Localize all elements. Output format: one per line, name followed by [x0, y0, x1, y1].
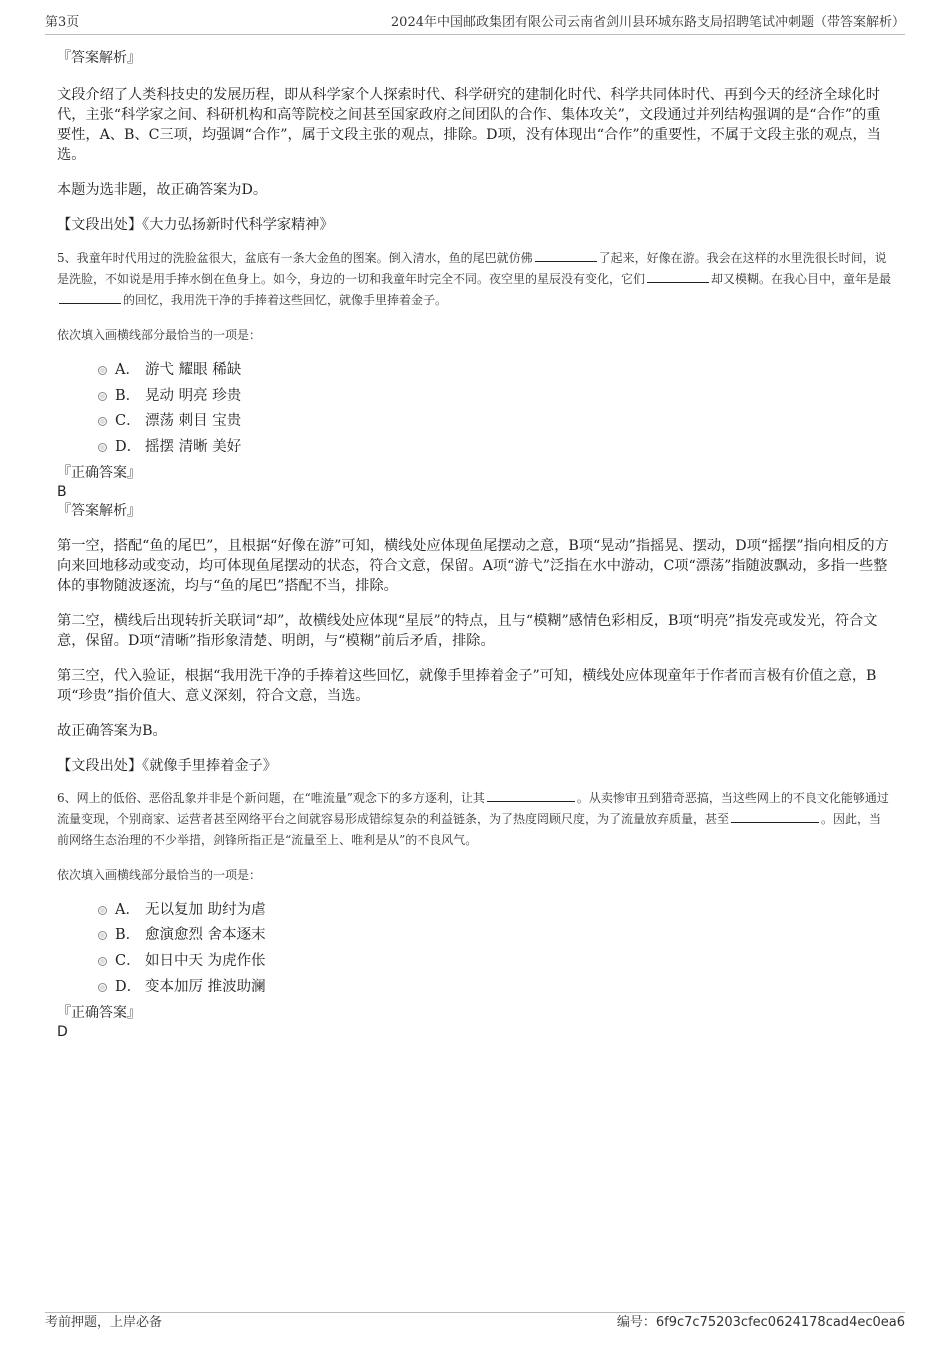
question-6-options: [57, 900, 893, 1003]
passage-source: 【文段出处】《大力弘扬新时代科学家精神》: [57, 217, 334, 233]
option-a[interactable]: A． 无以复加 助纣为虐: [57, 900, 893, 926]
option-d[interactable]: D． 摇摆 清晰 美好: [57, 437, 893, 463]
correct-answer-label: 『正确答案』: [57, 1004, 141, 1021]
option-d[interactable]: D． 变本加厉 推波助澜: [57, 977, 893, 1003]
analysis-label: 『答案解析』: [57, 50, 141, 66]
page-header: [45, 14, 905, 35]
analysis-paragraph: 文段介绍了人类科技史的发展历程，即从科学家个人探索时代、科学研究的建制化时代、科学共同体时代、再到今天的经济全球化时代，主张“科学家之间、科研机构和高等院校之间甚至国家政府之间团队的合作、集体攻关”，文段通过并列结构强调的是“合作”的重要性，A、B、C三项，均强调“合作”，属于文段主张的观点，排除。D项，没有体现出“合作”的重要性，不属于文段主张的观点，当选。: [57, 87, 881, 163]
page-number: 第3页: [45, 15, 80, 30]
document-code: 编号：6f9c7c75203cfec0624178cad4ec0ea6: [616, 1315, 905, 1330]
option-b[interactable]: B． 晃动 明亮 珍贵: [57, 386, 893, 412]
document-title: 2024年中国邮政集团有限公司云南省剑川县环城东路支局招聘笔试冲刺题（带答案解析）: [390, 15, 905, 30]
radio-button-b[interactable]: [98, 931, 107, 940]
analysis-paragraph: 第二空，横线后出现转折关联词“却”，故横线处应体现“星辰”的特点，且与“模糊”感情色彩相反，B项“明亮”指发亮或发光，符合文意，保留。D项“清晰”指形象清楚、明朗，与“模糊”前后矛盾，排除。: [57, 612, 878, 649]
option-a[interactable]: A． 游弋 耀眼 稀缺: [57, 360, 893, 386]
radio-button-d[interactable]: [98, 983, 107, 992]
analysis-paragraph: 第三空，代入验证，根据“我用洗干净的手捧着这些回忆，就像手里捧着金子”可知，横线处应体现童年于作者而言极有价值之意，B项“珍贵”指价值大、意义深刻，符合文意，当选。: [57, 667, 877, 704]
question-6-stem: 6、网上的低俗、恶俗乱象并非是个新问题，在“唯流量”观念下的多方逐利，让其 。从卖惨审丑到猎奇恶搞，当这些网上的不良文化能够通过流量变现，个别商家、运营者甚至网络平台之间就容易形成错综复杂的利益链条，为了热度罔顾尺度，为了流量放弃质量，甚至 。因此，当前网络生态治理的不少举措，剑锋所指正是“流量至上、唯利是从”的不良风气。: [57, 790, 889, 847]
fill-blank: [487, 789, 575, 802]
radio-button-c[interactable]: [98, 417, 107, 426]
fill-blank: [59, 291, 121, 304]
fill-blank: [647, 270, 709, 283]
radio-button-a[interactable]: [98, 366, 107, 375]
question-5-prompt: 依次填入画横线部分最恰当的一项是：: [57, 328, 262, 342]
analysis-label: 『答案解析』: [57, 502, 141, 519]
radio-button-a[interactable]: [98, 906, 107, 915]
option-b[interactable]: B． 愈演愈烈 舍本逐末: [57, 925, 893, 951]
question-6-prompt: 依次填入画横线部分最恰当的一项是：: [57, 867, 262, 882]
fill-blank: [535, 249, 597, 262]
correct-answer: D: [57, 1023, 68, 1040]
analysis-conclusion: 故正确答案为B。: [57, 722, 167, 739]
question-5-stem: 5、我童年时代用过的洗脸盆很大，盆底有一条大金鱼的图案。倒入清水，鱼的尾巴就仿佛 了起来，好像在游。我会在这样的水里洗很长时间，说是洗脸，不如说是用手捧水倒在鱼身上。如今，身边的一切和我童年时完全不同。夜空里的星辰没有变化，它们 却又模糊。在我心目中，童年是最的回忆，我用洗干净的手捧着这些回忆，就像手里捧着金子。: [57, 251, 892, 307]
page-footer: [45, 1312, 905, 1335]
fill-blank: [731, 810, 819, 823]
correct-answer-label: 『正确答案』: [57, 464, 141, 481]
passage-source: 【文段出处】《就像手里捧着金子》: [57, 757, 277, 774]
analysis-paragraph: 第一空，搭配“鱼的尾巴”，且根据“好像在游”可知，横线处应体现鱼尾摆动之意，B项“晃动”指摇晃、摆动，D项“摇摆”指向相反的方向来回地移动或变动，均可体现鱼尾摆动的状态，符合文意，保留。A项“游弋”泛指在水中游动，C项“漂荡”指随波飘动，多指一些整体的事物随波逐流，均与“鱼的尾巴”搭配不当，排除。: [57, 537, 889, 594]
footer-slogan: 考前押题，上岸必备: [45, 1315, 163, 1330]
radio-button-b[interactable]: [98, 392, 107, 401]
document-body: [57, 40, 893, 1041]
option-c[interactable]: C． 如日中天 为虎作伥: [57, 951, 893, 977]
correct-answer: B: [57, 483, 67, 500]
radio-button-c[interactable]: [98, 957, 107, 966]
analysis-conclusion: 本题为选非题，故正确答案为D。: [57, 182, 268, 198]
question-5-options: [57, 360, 893, 463]
option-c[interactable]: C． 漂荡 刺目 宝贵: [57, 411, 893, 437]
radio-button-d[interactable]: [98, 443, 107, 452]
